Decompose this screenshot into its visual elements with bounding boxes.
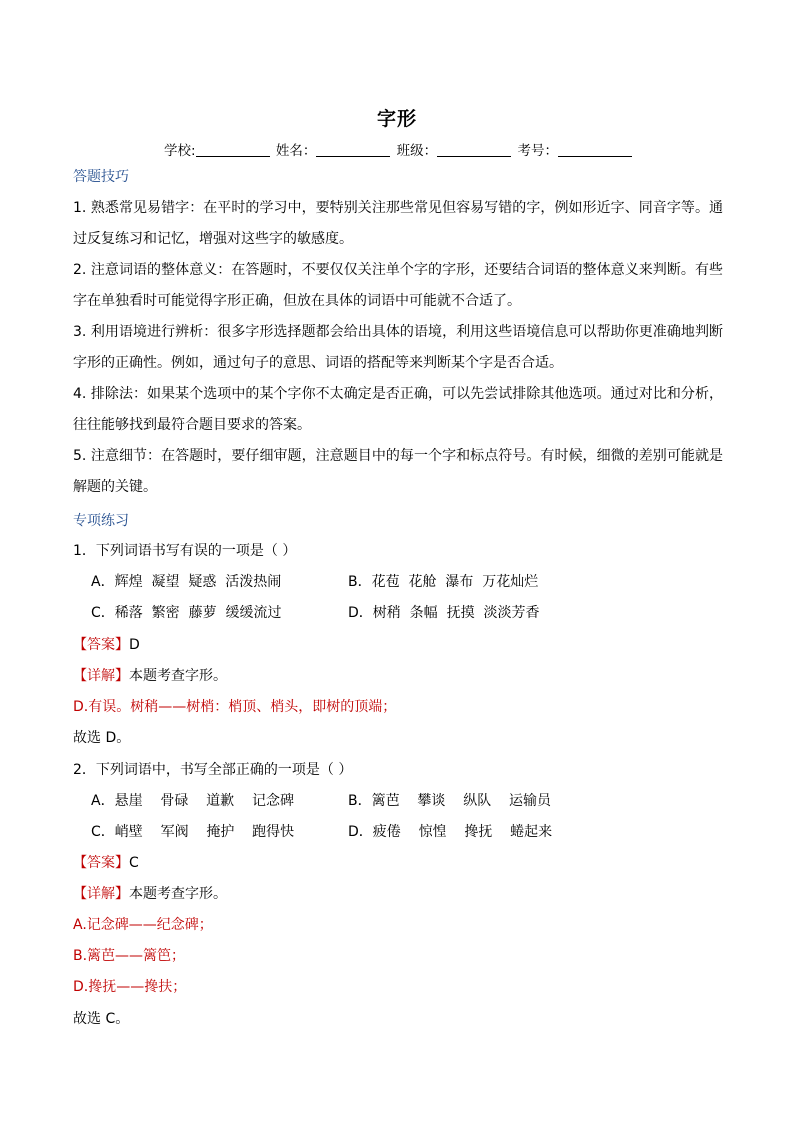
name-label: 姓名： [275,143,317,159]
q1-detail [73,665,227,685]
q1-option-d: D．树稍 条幅 抚摸 淡淡芳香 [348,605,540,621]
q2-answer [73,852,139,872]
q2-explanation-a: A.记念碑——纪念碑； [73,917,213,933]
tip-4: 4. 排除法：如果某个选项中的某个字你不太确定是否正确，可以先尝试排除其他选项。通过对比和分析，往往能够找到最符合题目要求的答案。 [73,386,723,433]
q1-explanation: D.有误。树稍——树梢：梢顶、梢头，即树的顶端； [73,699,397,715]
question-2-stem: 2．下列词语中，书写全部正确的一项是（ ） [73,762,353,778]
q1-answer [73,634,140,654]
number-blank[interactable] [558,143,632,157]
class-blank[interactable] [437,143,511,157]
q1-option-a: A．辉煌 凝望 疑惑 活泼热闹 [91,574,282,590]
school-blank[interactable] [196,143,270,157]
q1-conclusion: 故选 D。 [73,730,131,746]
q2-answer-tag: 【答案】 [73,855,129,871]
student-info-line [164,139,634,159]
q2-detail-text: 本题考查字形。 [129,886,227,902]
school-label: 学校: [164,143,196,159]
practice-heading: 专项练习 [73,513,129,529]
q2-option-a: A．悬崖 骨碌 道歉 记念碑 [91,793,294,809]
tips-heading: 答题技巧 [73,169,129,185]
q2-detail-tag: 【详解】 [73,886,129,902]
tip-1: 1. 熟悉常见易错字：在平时的学习中，要特别关注那些常见但容易写错的字，例如形近字、同音字等。通过反复练习和记忆，增强对这些字的敏感度。 [73,200,723,247]
number-label: 考号： [517,143,558,159]
q2-option-d: D．疲倦 惊惶 搀抚 蜷起来 [348,824,553,840]
tip-2: 2. 注意词语的整体意义：在答题时，不要仅仅关注单个字的字形，还要结合词语的整体意义来判断。有些字在单独看时可能觉得字形正确，但放在具体的词语中可能就不合适了。 [73,262,723,309]
q2-answer-value: C [129,855,139,871]
q2-conclusion: 故选 C。 [73,1011,130,1027]
tip-3: 3. 利用语境进行辨析：很多字形选择题都会给出具体的语境，利用这些语境信息可以帮助你更准确地判断字形的正确性。例如，通过句子的意思、词语的搭配等来判断某个字是否合适。 [73,324,723,371]
q2-explanation-d: D.搀抚——搀扶； [73,979,187,995]
q1-option-c: C．稀落 繁密 藤萝 缓缓流过 [91,605,282,621]
q1-answer-tag: 【答案】 [73,637,129,653]
q1-detail-text: 本题考查字形。 [129,668,227,684]
q2-option-c: C．峭壁 军阀 掩护 跑得快 [91,824,295,840]
question-1-stem: 1．下列词语书写有误的一项是（ ） [73,543,297,559]
q2-detail [73,883,227,903]
tip-5: 5. 注意细节：在答题时，要仔细审题，注意题目中的每一个字和标点符号。有时候，细微的差别可能就是解题的关键。 [73,448,723,495]
q1-option-b: B．花苞 花舱 瀑布 万花灿烂 [348,574,539,590]
class-label: 班级： [396,143,438,159]
q2-option-b: B．篱芭 攀谈 纵队 运输员 [348,793,552,809]
page-title: 字形 [376,108,417,130]
q1-answer-value: D [129,637,140,653]
q2-explanation-b: B.篱芭——篱笆； [73,948,186,964]
q1-detail-tag: 【详解】 [73,668,129,684]
name-blank[interactable] [316,143,390,157]
